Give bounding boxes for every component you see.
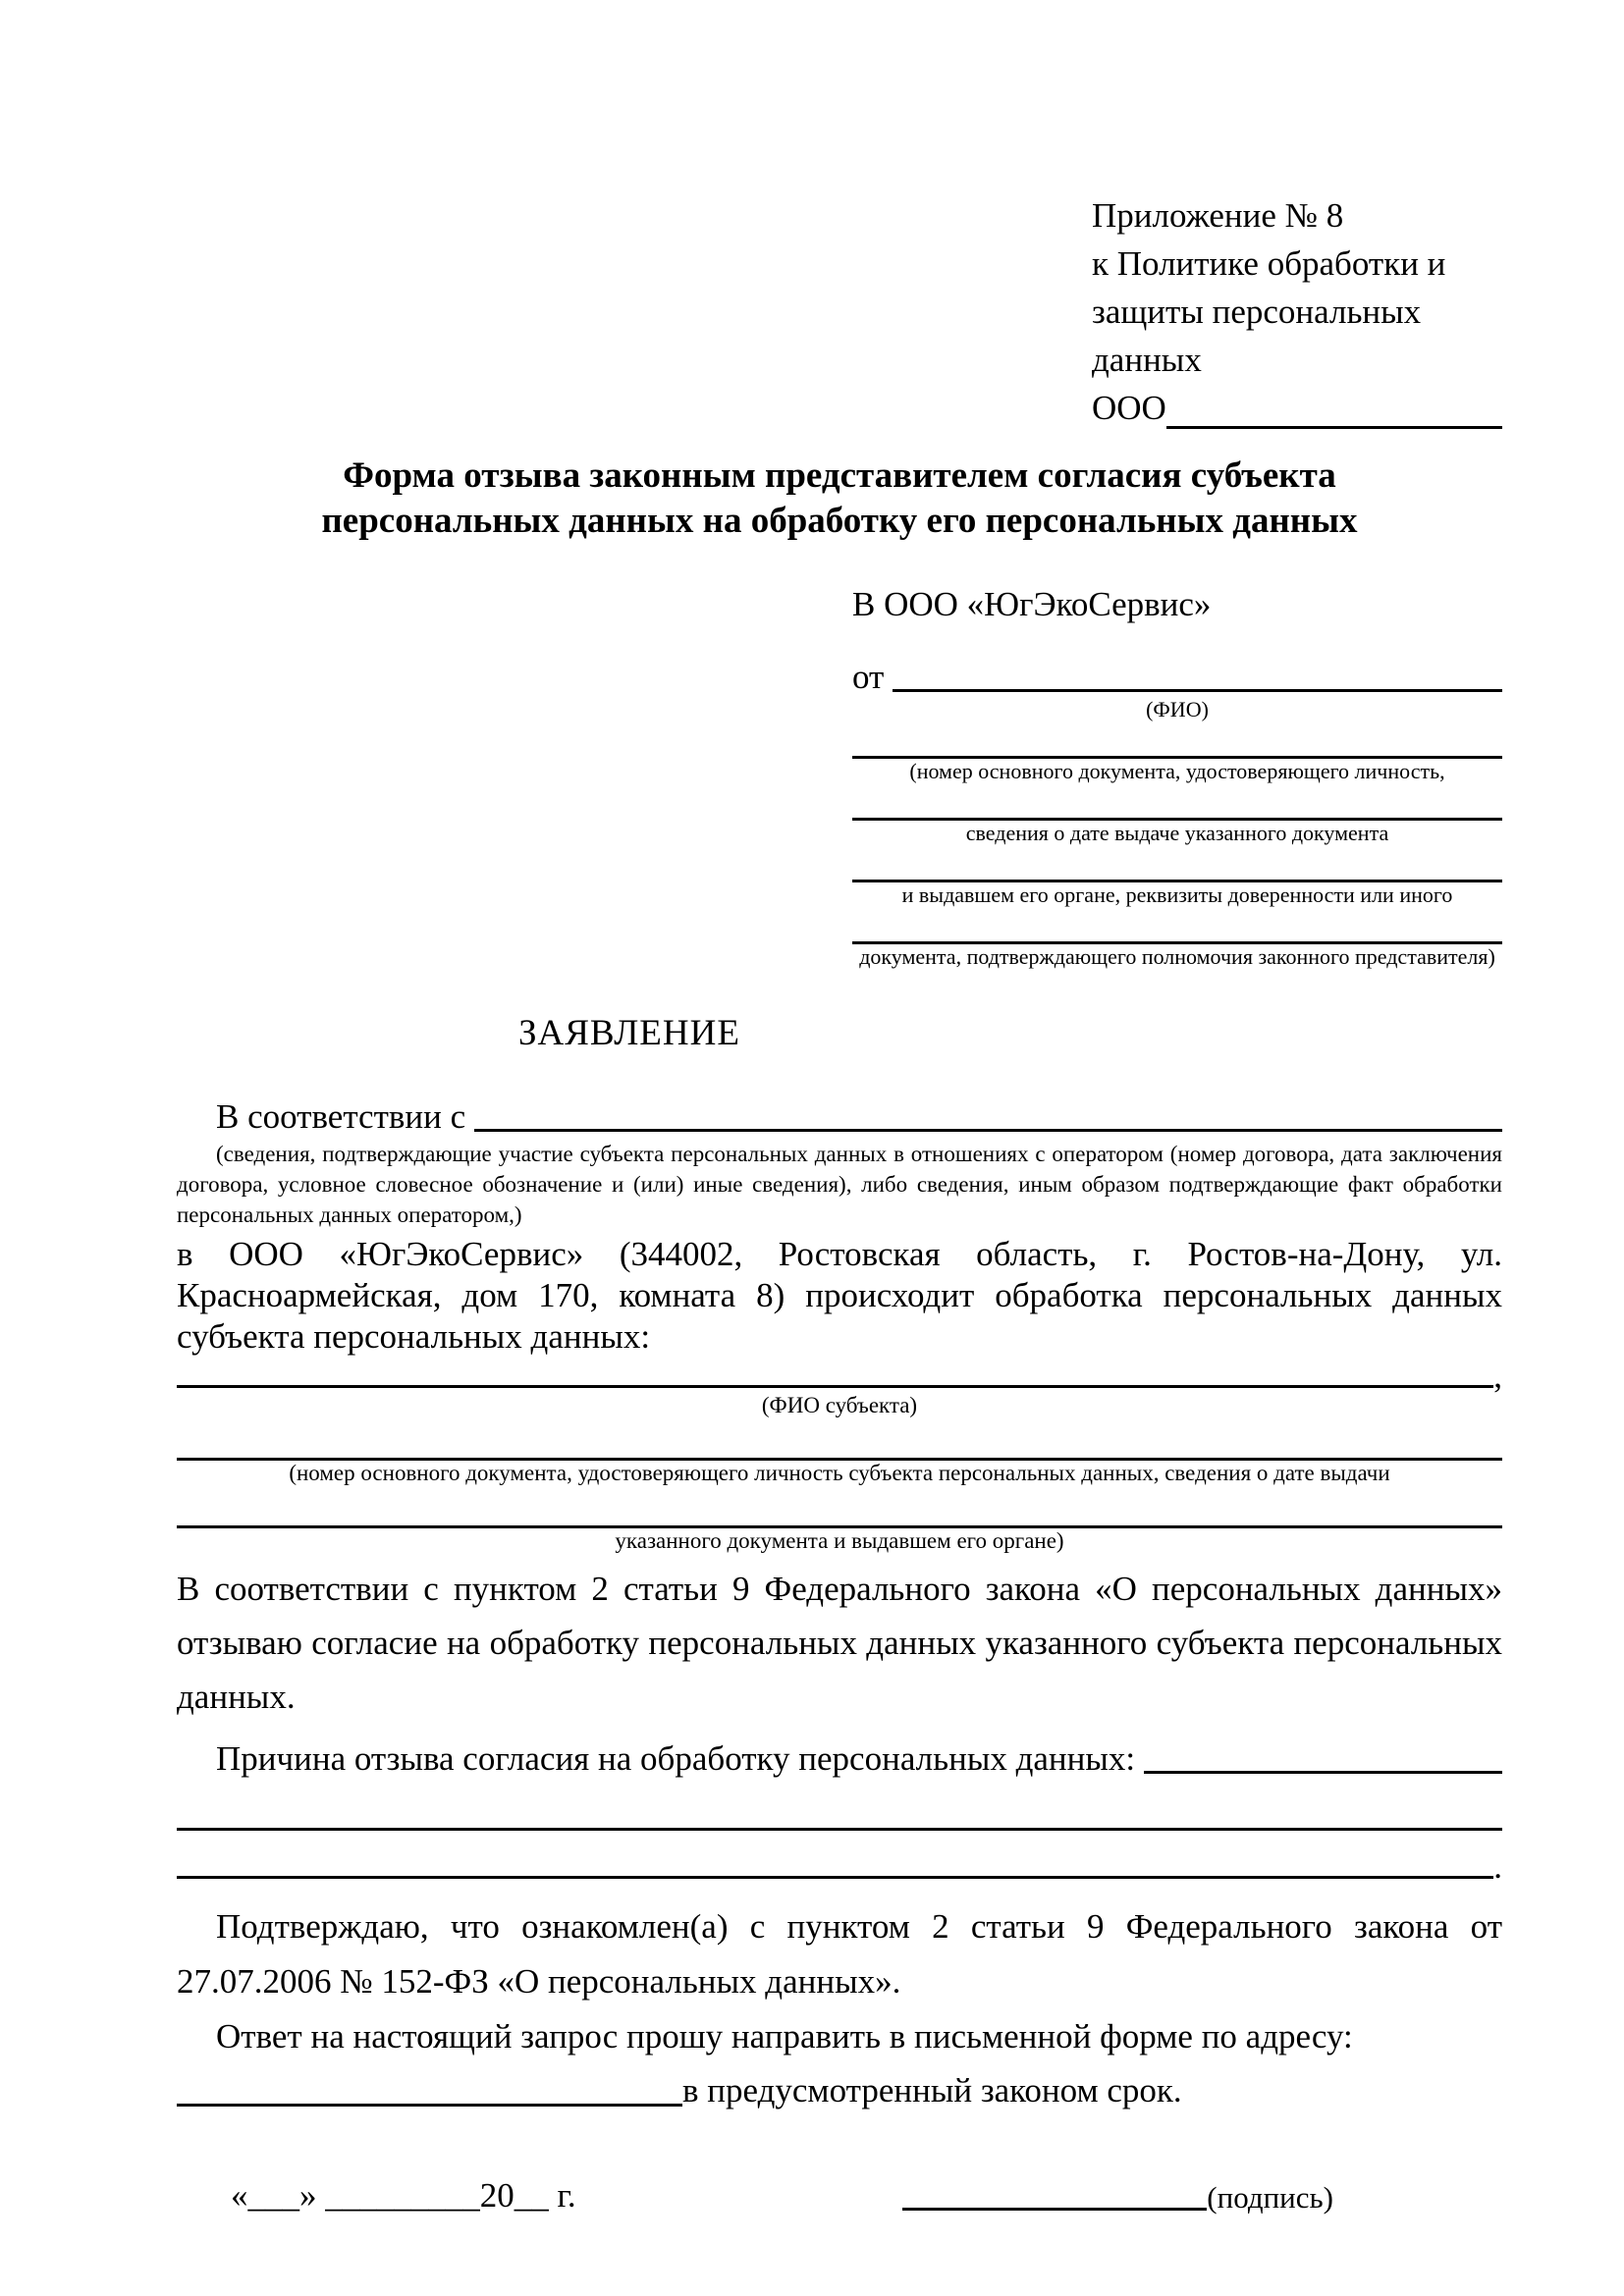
addressee-company: В ООО «ЮгЭкоСервис» [852, 585, 1212, 623]
blank-line-group [852, 918, 1502, 970]
blank-line [852, 732, 1502, 759]
reason-blank-line-3 [177, 1876, 1493, 1879]
footer [177, 2174, 1502, 2217]
comma: , [1493, 1357, 1502, 1395]
form-title-line-1: Форма отзыва законным представителем согласия субъекта [343, 455, 1336, 496]
reason-row [177, 1735, 1502, 1779]
subject-doc-caption-1: (номер основного документа, удостоверяющего личность субъекта персональных данных, сведения о дате выдачи [289, 1461, 1390, 1485]
blank-line-caption: (номер основного документа, удостоверяющего личность, [909, 759, 1445, 783]
withdraw-paragraph: В соответствии с пунктом 2 статьи 9 Федерального закона «О персональных данных» отзываю согласие на обработку персональных данных указанного субъекта персональных данных. [177, 1570, 1502, 1716]
subject-name-blank-line [177, 1385, 1493, 1388]
subject-doc-group [177, 1500, 1502, 1554]
fio-subject-caption: (ФИО субъекта) [761, 1393, 918, 1417]
accordance-blank-line [474, 1129, 1502, 1132]
reply-paragraph: Ответ на настоящий запрос прошу направить в письменной форме по адресу: [216, 2017, 1353, 2056]
annex-line-2: к Политике обработки и [1092, 244, 1446, 283]
form-title-line-2: персональных данных на обработку его персональных данных [321, 501, 1358, 541]
subject-doc-blank-line [177, 1432, 1502, 1461]
fio-caption: (ФИО) [1146, 697, 1209, 721]
blank-line-caption: и выдавшем его органе, реквизиты доверенности или иного [901, 882, 1453, 907]
company-prefix: ООО [1092, 389, 1166, 427]
signature-block [902, 2178, 1333, 2217]
blank-line [852, 794, 1502, 821]
signature-caption: (подпись) [1207, 2180, 1333, 2215]
period: . [1493, 1847, 1502, 1886]
signature-blank-line [902, 2208, 1207, 2211]
annex-line-1: Приложение № 8 [1092, 196, 1344, 235]
reply-address-blank-line [177, 2104, 682, 2107]
addressee-block [852, 583, 1502, 970]
confirm-paragraph: Подтверждаю, что ознакомлен(а) с пунктом 2 статьи 9 Федерального закона от 27.07.2006 № 152-ФЗ «О персональных данных». [177, 1907, 1502, 2001]
accordance-note: (сведения, подтверждающие участие субъекта персональных данных в отношениях с оператором (номер договора, дата заключения договора, условное словесное обозначение и (или) иные сведения), либо сведения, иным образом подтверждающие факт обработки персональных данных оператором,) [177, 1142, 1502, 1227]
accordance-label: В соответствии с [216, 1097, 466, 1136]
annex-company-row [1092, 384, 1502, 432]
reason-blank-line [1144, 1771, 1502, 1774]
blank-line-caption: сведения о дате выдаче указанного документа [965, 821, 1389, 845]
reason-label: Причина отзыва согласия на обработку персональных данных: [216, 1739, 1136, 1778]
reply-address-row [177, 2070, 1502, 2111]
company-blank-line [1166, 426, 1502, 429]
blank-line-group [852, 794, 1502, 846]
reason-blank-line-2 [177, 1800, 1502, 1831]
subject-doc-blank-line-2 [177, 1500, 1502, 1528]
subject-doc-caption-2: указанного документа и выдавшем его органе) [615, 1528, 1064, 1553]
reason-blank-row-3 [177, 1847, 1502, 1886]
operator-paragraph: в ООО «ЮгЭкоСервис» (344002, Ростовская область, г. Ростов-на-Дону, ул. Красноармейская, дом 170, комната 8) происходит обработка персональных данных субъекта персональных данных: [177, 1235, 1502, 1356]
form-title [177, 454, 1502, 544]
reply-tail: в предусмотренный законом срок. [682, 2071, 1182, 2109]
from-blank-line [893, 689, 1502, 692]
statement-heading: ЗАЯВЛЕНИЕ [518, 1013, 740, 1053]
blank-line-group [852, 856, 1502, 908]
from-label: от [852, 658, 885, 696]
subject-doc-group [177, 1432, 1502, 1486]
from-row [852, 654, 1502, 697]
blank-line-group [852, 732, 1502, 784]
subject-name-row [177, 1358, 1502, 1393]
annex-block [1092, 191, 1502, 432]
accordance-row [177, 1094, 1502, 1137]
blank-line [852, 856, 1502, 882]
date-template: «___» _________20__ г. [231, 2176, 576, 2215]
blank-line [852, 918, 1502, 944]
annex-line-3: защиты персональных данных [1092, 293, 1422, 379]
blank-line-caption: документа, подтверждающего полномочия законного представителя) [859, 944, 1495, 969]
